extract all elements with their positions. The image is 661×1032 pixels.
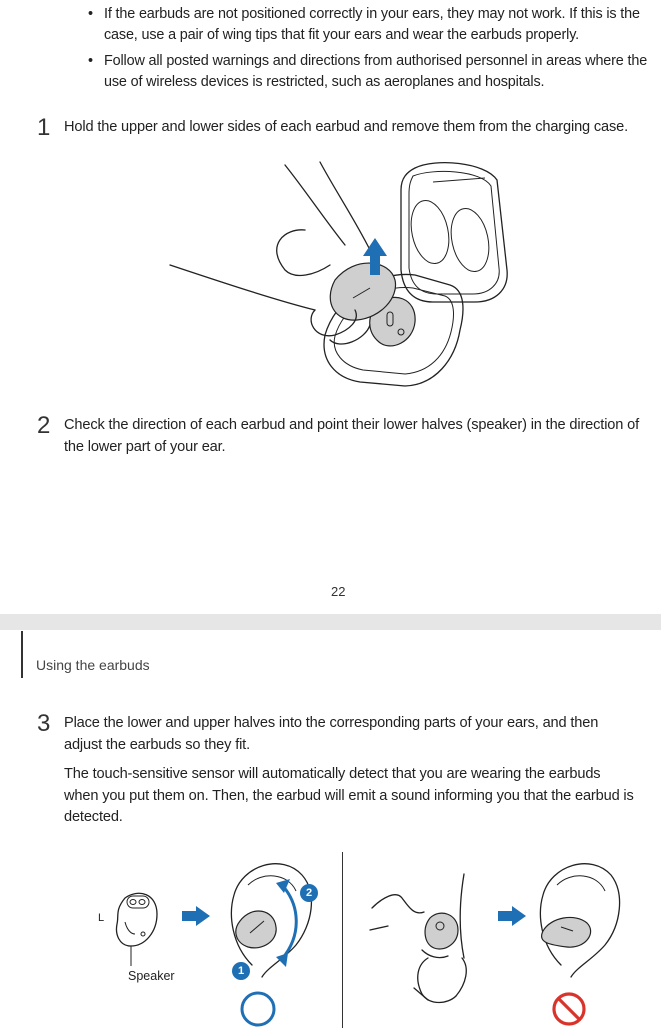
correct-circle-icon [239, 990, 277, 1028]
section-marker [21, 631, 23, 678]
ear-wrong-illustration [535, 855, 625, 985]
bullet-item: • If the earbuds are not positioned correctly in your ears, they may not work. If this is the case, use a pair of wing tips that fit your ears and wear the earbuds properly. [88, 4, 648, 46]
left-side-label: L [98, 912, 105, 924]
step-marker-1: 1 [232, 962, 250, 980]
step-2-text: Check the direction of each earbud and point their lower halves (speaker) in the direction of the lower part of your ear. [64, 417, 640, 455]
arrow-right-icon [182, 906, 210, 926]
prohibited-icon [550, 990, 588, 1028]
step-2-number: 2 [37, 412, 51, 439]
hand-insert-illustration [368, 868, 478, 1008]
step-1-text: Hold the upper and lower sides of each earbud and remove them from the charging case. [64, 119, 629, 135]
remove-earbud-illustration [165, 150, 505, 400]
step-1-number: 1 [37, 114, 51, 141]
arrow-right-icon [498, 906, 526, 926]
step-marker-2: 2 [300, 884, 318, 902]
warning-bullets [88, 4, 648, 98]
step-3-number: 3 [37, 710, 51, 737]
bullet-item: • Follow all posted warnings and directions from authorised personnel in areas where the use of wireless devices is restricted, such as aeroplanes and hospitals. [88, 51, 648, 93]
figure-divider [342, 852, 343, 1028]
page-break [0, 614, 661, 630]
section-title: Using the earbuds [36, 657, 150, 673]
step-3-text: Place the lower and upper halves into the corresponding parts of your ears, and then adjust the earbuds so they fit. [64, 715, 599, 753]
page-number: 22 [331, 584, 346, 599]
speaker-label: Speaker [128, 969, 175, 983]
step-3-note: The touch-sensitive sensor will automatically detect that you are wearing the earbuds when you put them on. Then, the earbud will emit a sound informing you that the earbud is detected. [64, 766, 634, 825]
